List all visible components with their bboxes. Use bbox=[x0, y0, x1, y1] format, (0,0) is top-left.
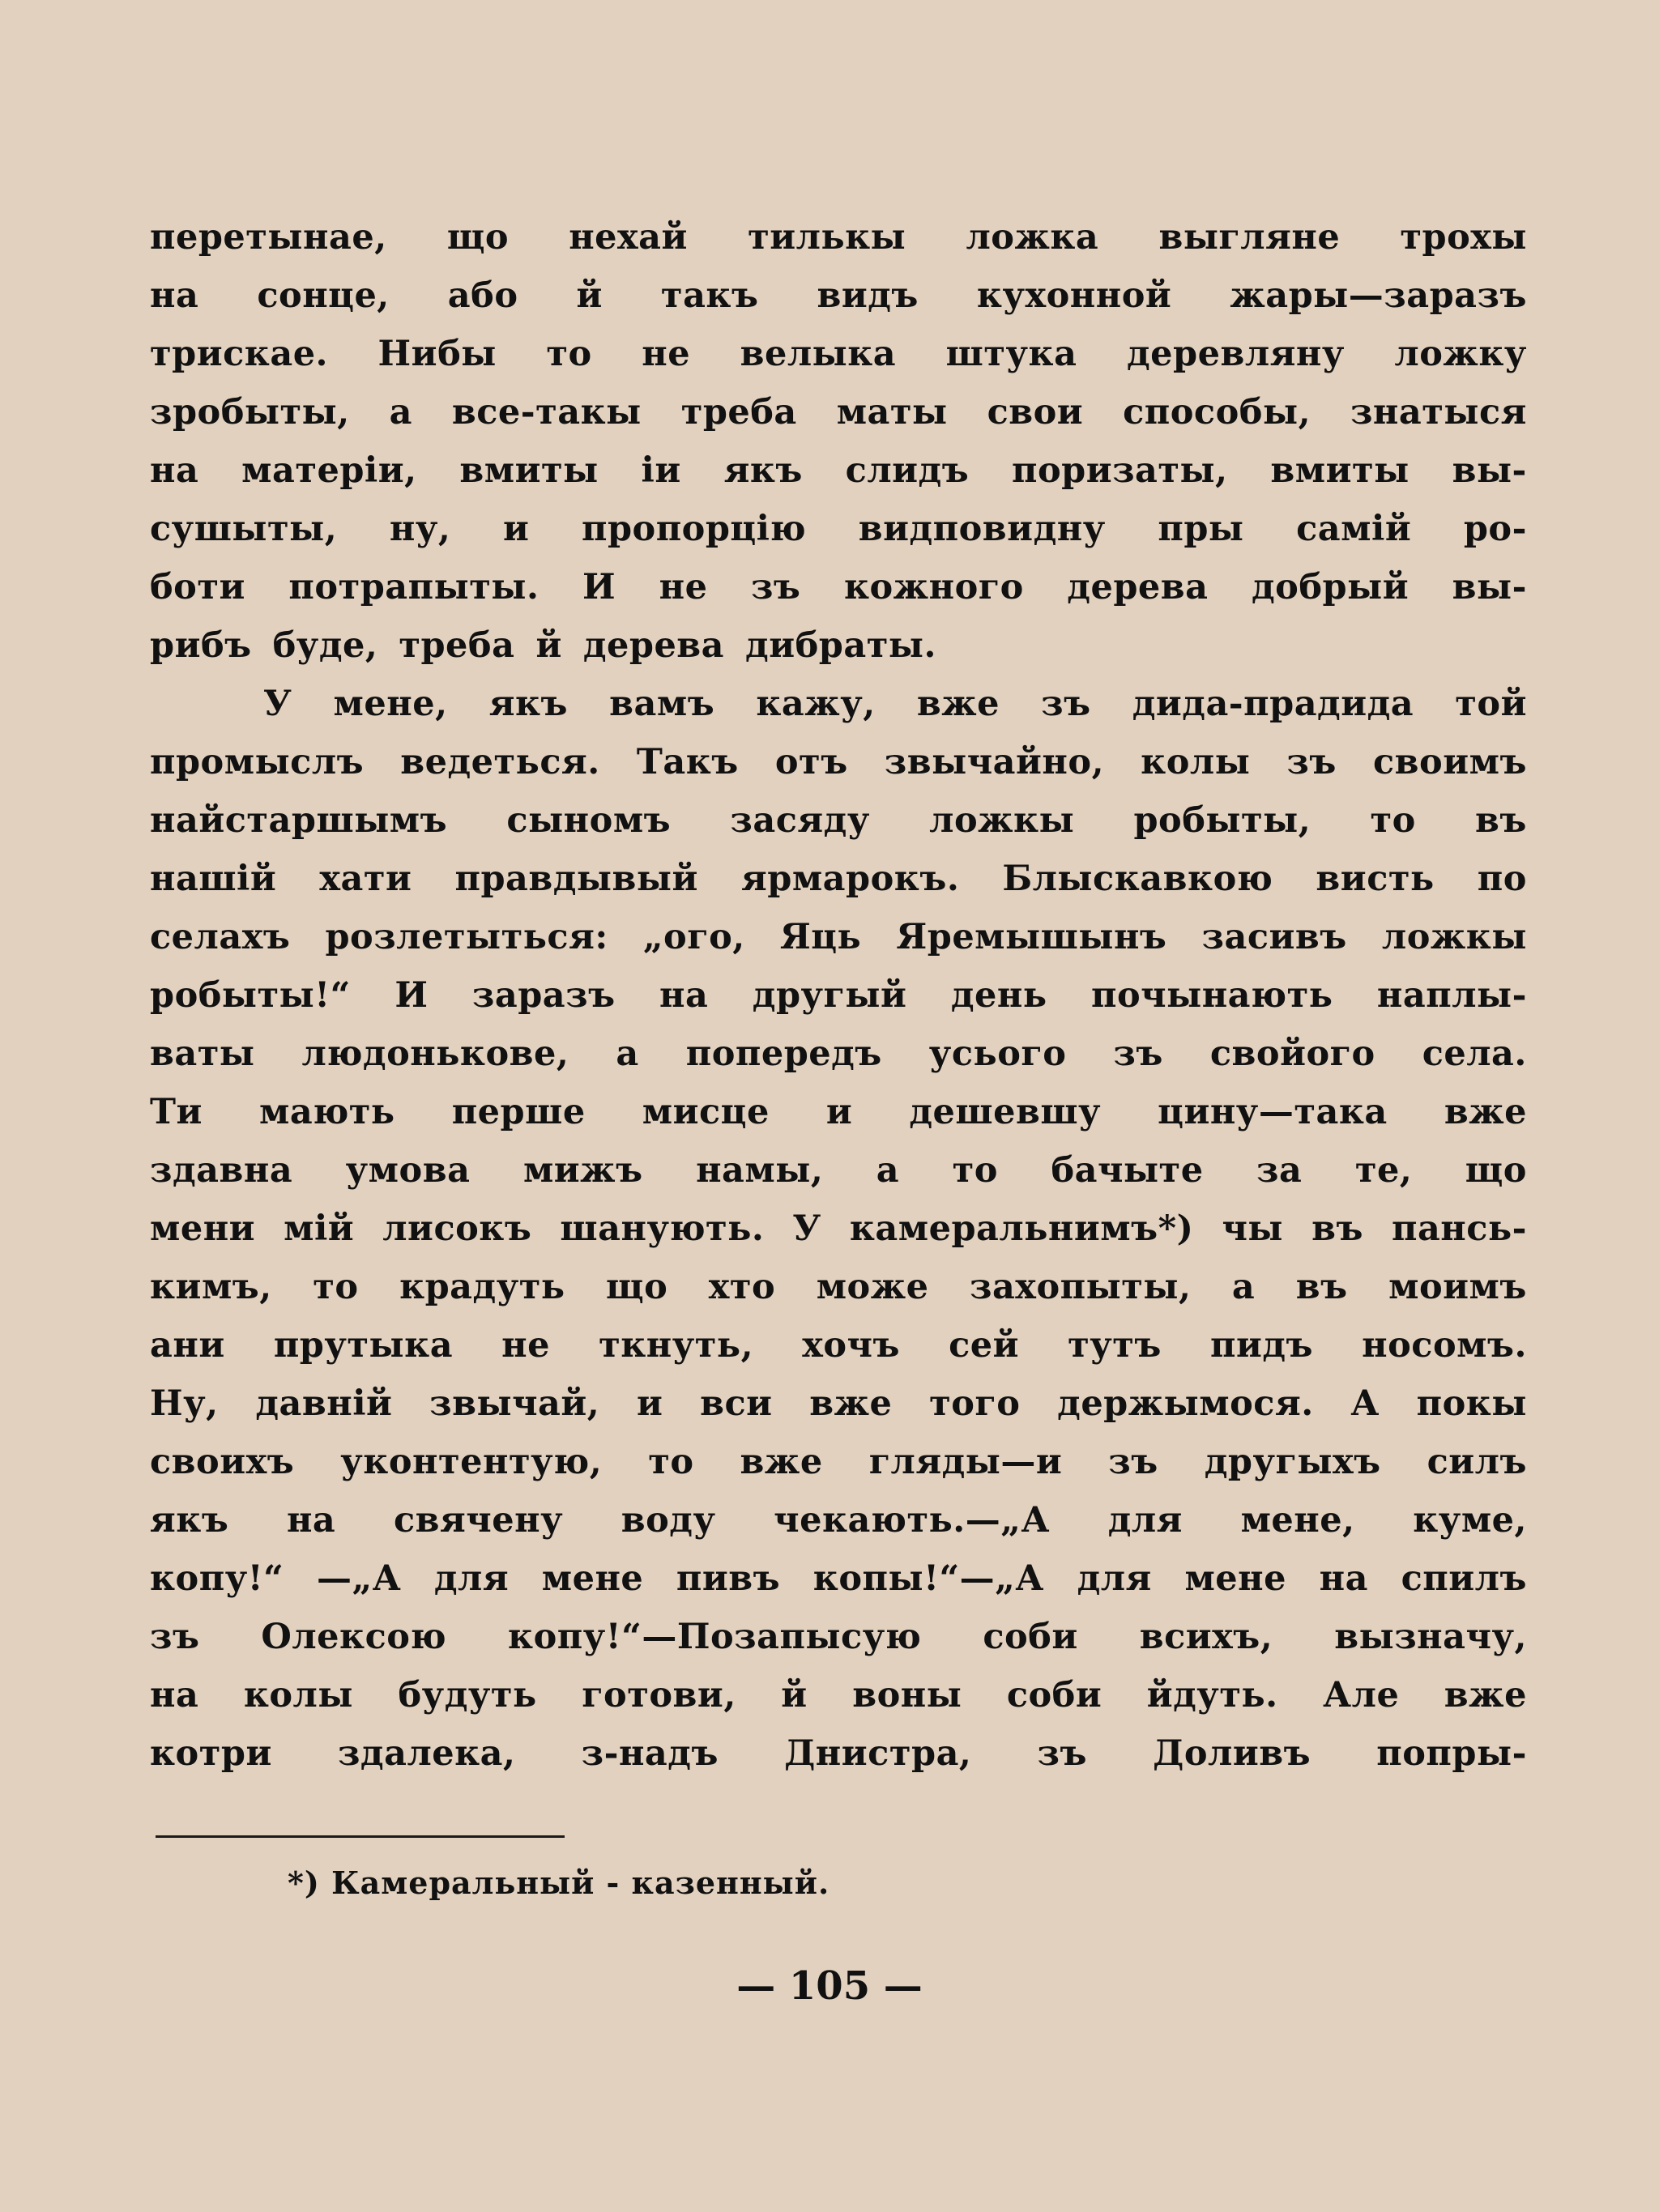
word: и bbox=[825, 1092, 853, 1132]
word: лисокъ bbox=[382, 1208, 532, 1249]
word: дешевшу bbox=[909, 1092, 1102, 1132]
word: своимъ bbox=[1372, 742, 1527, 782]
word: якъ bbox=[723, 450, 803, 491]
word: хочъ bbox=[802, 1325, 900, 1366]
word: мене bbox=[541, 1558, 644, 1599]
word: на bbox=[286, 1500, 336, 1541]
word: дерева bbox=[1067, 567, 1209, 607]
word: моимъ bbox=[1388, 1267, 1527, 1307]
word: нашiй bbox=[150, 859, 277, 899]
word: ложка bbox=[966, 217, 1099, 258]
word: воду bbox=[621, 1500, 716, 1541]
word: гляды—и bbox=[868, 1442, 1063, 1482]
word: для bbox=[1077, 1558, 1152, 1599]
word: свячену bbox=[393, 1500, 564, 1541]
word: Олексою bbox=[261, 1617, 447, 1657]
word: штука bbox=[945, 334, 1077, 374]
word: чы bbox=[1222, 1208, 1284, 1249]
word: —„А bbox=[316, 1558, 402, 1599]
word: нехай bbox=[569, 217, 688, 258]
word: день bbox=[950, 975, 1047, 1016]
word: то bbox=[546, 334, 592, 374]
word: а bbox=[876, 1150, 900, 1191]
page-number: — 105 — bbox=[736, 1963, 923, 2009]
word: Нибы bbox=[377, 334, 497, 374]
word: слидъ bbox=[845, 450, 970, 491]
word: выгляне bbox=[1158, 217, 1341, 258]
word: засивъ bbox=[1201, 917, 1347, 957]
word: не bbox=[659, 567, 708, 607]
word: ро- bbox=[1463, 509, 1527, 549]
word: усього bbox=[928, 1034, 1067, 1074]
word: на bbox=[150, 1675, 199, 1715]
word: цину—така bbox=[1158, 1092, 1388, 1132]
word: пропорцiю bbox=[581, 509, 807, 549]
word: соби bbox=[983, 1617, 1078, 1657]
word: не bbox=[642, 334, 691, 374]
word: дида-прадида bbox=[1132, 684, 1414, 724]
word: Ну, bbox=[150, 1383, 219, 1424]
word: правдывый bbox=[454, 859, 698, 899]
word: пансь- bbox=[1391, 1208, 1527, 1249]
word: то bbox=[648, 1442, 694, 1482]
word: сей bbox=[949, 1325, 1019, 1366]
word: з-надъ bbox=[581, 1733, 719, 1774]
word: самiй bbox=[1296, 509, 1412, 549]
word: поризаты, bbox=[1011, 450, 1228, 491]
word: покы bbox=[1416, 1383, 1527, 1424]
word: жары—заразъ bbox=[1230, 275, 1527, 316]
word: попередъ bbox=[685, 1034, 882, 1074]
word: сушыты, bbox=[150, 509, 338, 549]
word: прутыка bbox=[273, 1325, 454, 1366]
word: носомъ. bbox=[1362, 1325, 1527, 1366]
word: такъ bbox=[660, 275, 759, 316]
word: а bbox=[616, 1034, 639, 1074]
word: другый bbox=[752, 975, 907, 1016]
word: боти bbox=[150, 567, 245, 607]
word: дибраты. bbox=[745, 625, 936, 666]
word: зъ bbox=[1286, 742, 1337, 782]
word: вамъ bbox=[609, 684, 715, 724]
word: Доливъ bbox=[1153, 1733, 1311, 1774]
word: зъ bbox=[1108, 1442, 1158, 1482]
word: за bbox=[1256, 1150, 1303, 1191]
text-line bbox=[150, 859, 1527, 917]
word: отъ bbox=[774, 742, 848, 782]
word: своихъ bbox=[150, 1442, 295, 1482]
word: А bbox=[1350, 1383, 1380, 1424]
word: способы, bbox=[1123, 392, 1311, 433]
word: ведеться. bbox=[400, 742, 600, 782]
word: силъ bbox=[1427, 1442, 1527, 1482]
word: И bbox=[582, 567, 616, 607]
word: Такъ bbox=[636, 742, 739, 782]
word: на bbox=[150, 450, 199, 491]
word: другыхъ bbox=[1204, 1442, 1381, 1482]
word: У bbox=[263, 684, 292, 724]
word: видповидну bbox=[858, 509, 1106, 549]
word: на bbox=[1319, 1558, 1368, 1599]
word: для bbox=[433, 1558, 510, 1599]
word: хто bbox=[708, 1267, 776, 1307]
word: мене, bbox=[333, 684, 448, 724]
text-line bbox=[150, 1675, 1527, 1733]
word: въ bbox=[1475, 800, 1527, 841]
word: людонькове, bbox=[301, 1034, 569, 1074]
text-line bbox=[150, 1092, 1527, 1150]
body-text bbox=[150, 217, 1527, 1792]
word: те, bbox=[1354, 1150, 1413, 1191]
word: наплы- bbox=[1376, 975, 1527, 1016]
word: ваты bbox=[150, 1034, 255, 1074]
word: захопыты, bbox=[970, 1267, 1192, 1307]
word: копы!“—„А bbox=[812, 1558, 1044, 1599]
footnote: *) Камеральный - казенный. bbox=[288, 1865, 830, 1901]
word: ани bbox=[150, 1325, 225, 1366]
word: вы- bbox=[1452, 567, 1527, 607]
word: а bbox=[389, 392, 412, 433]
word: здалека, bbox=[337, 1733, 516, 1774]
word: дерева bbox=[582, 625, 725, 666]
text-line bbox=[150, 684, 1527, 742]
word: заразъ bbox=[471, 975, 616, 1016]
text-line bbox=[150, 1617, 1527, 1675]
word: пидъ bbox=[1210, 1325, 1314, 1366]
word: куме, bbox=[1413, 1500, 1527, 1541]
word: и bbox=[636, 1383, 663, 1424]
word: вже bbox=[1444, 1675, 1527, 1715]
word: ложкы bbox=[1381, 917, 1527, 957]
word: iи bbox=[641, 450, 681, 491]
text-line bbox=[150, 392, 1527, 450]
word: розлетыться: bbox=[325, 917, 608, 957]
word: зъ bbox=[150, 1617, 200, 1657]
word: то bbox=[313, 1267, 359, 1307]
word: вже bbox=[916, 684, 1000, 724]
word: й bbox=[576, 275, 603, 316]
text-line bbox=[150, 917, 1527, 975]
text-line bbox=[150, 1558, 1527, 1617]
word: намы, bbox=[696, 1150, 824, 1191]
word: велыка bbox=[740, 334, 897, 374]
word: а bbox=[1231, 1267, 1256, 1307]
word: рибъ bbox=[150, 625, 252, 666]
word: селахъ bbox=[150, 917, 291, 957]
text-line bbox=[150, 1034, 1527, 1092]
word: промыслъ bbox=[150, 742, 365, 782]
word: Але bbox=[1323, 1675, 1400, 1715]
text-line bbox=[150, 1267, 1527, 1325]
word: звычай, bbox=[429, 1383, 600, 1424]
word: або bbox=[447, 275, 518, 316]
word: робыты, bbox=[1133, 800, 1311, 841]
word: звычайно, bbox=[884, 742, 1105, 782]
word: вызначу, bbox=[1334, 1617, 1527, 1657]
word: тутъ bbox=[1068, 1325, 1162, 1366]
word: мене bbox=[1184, 1558, 1286, 1599]
word: мене, bbox=[1240, 1500, 1355, 1541]
word: ложку bbox=[1394, 334, 1527, 374]
word: вы- bbox=[1452, 450, 1527, 491]
word: давнiй bbox=[255, 1383, 393, 1424]
word: почынають bbox=[1090, 975, 1333, 1016]
word: кимъ, bbox=[150, 1267, 272, 1307]
word: треба bbox=[680, 392, 797, 433]
word: въ bbox=[1311, 1208, 1363, 1249]
word: зъ bbox=[1037, 1733, 1087, 1774]
footnote-divider bbox=[156, 1835, 565, 1838]
word: зробыты, bbox=[150, 392, 350, 433]
word: крадуть bbox=[399, 1267, 565, 1307]
word: перетынаe, bbox=[150, 217, 387, 258]
word: вмиты bbox=[459, 450, 599, 491]
word: мижъ bbox=[522, 1150, 643, 1191]
word: кухонной bbox=[976, 275, 1172, 316]
word: треба bbox=[399, 625, 515, 666]
word: мають bbox=[258, 1092, 395, 1132]
word: не bbox=[501, 1325, 550, 1366]
word: мисце bbox=[642, 1092, 770, 1132]
word: тилькы bbox=[748, 217, 906, 258]
word: Днистра, bbox=[784, 1733, 972, 1774]
word: видъ bbox=[817, 275, 919, 316]
text-line bbox=[150, 509, 1527, 567]
word: У bbox=[792, 1208, 821, 1249]
word: камеральнимъ*) bbox=[849, 1208, 1194, 1249]
word: пры bbox=[1158, 509, 1244, 549]
word: може bbox=[816, 1267, 929, 1307]
word: буде, bbox=[272, 625, 378, 666]
text-line bbox=[150, 625, 1527, 684]
word: що bbox=[606, 1267, 668, 1307]
word: вже bbox=[740, 1442, 823, 1482]
word: на bbox=[659, 975, 709, 1016]
word: вже bbox=[1444, 1092, 1527, 1132]
word: будуть bbox=[398, 1675, 537, 1715]
word: ярмарокъ. bbox=[740, 859, 960, 899]
word: то bbox=[1370, 800, 1416, 841]
word: для bbox=[1107, 1500, 1183, 1541]
word: якъ bbox=[488, 684, 569, 724]
word: зъ bbox=[1041, 684, 1091, 724]
word: мiй bbox=[284, 1208, 355, 1249]
text-line bbox=[150, 275, 1527, 334]
word: й bbox=[781, 1675, 808, 1715]
word: котри bbox=[150, 1733, 272, 1774]
text-line bbox=[150, 975, 1527, 1034]
word: маты bbox=[836, 392, 948, 433]
text-line bbox=[150, 742, 1527, 800]
word: бачыте bbox=[1051, 1150, 1204, 1191]
word: Блыскавкою bbox=[1002, 859, 1273, 899]
word: сыномъ bbox=[506, 800, 672, 841]
word: колы bbox=[243, 1675, 353, 1715]
text-line bbox=[150, 800, 1527, 859]
word: сонце, bbox=[257, 275, 390, 316]
text-line bbox=[150, 1325, 1527, 1383]
word: висть bbox=[1316, 859, 1435, 899]
word: всихъ, bbox=[1139, 1617, 1273, 1657]
word: того bbox=[929, 1383, 1021, 1424]
word: вси bbox=[700, 1383, 773, 1424]
text-line bbox=[150, 1500, 1527, 1558]
word: ну, bbox=[389, 509, 451, 549]
word: въ bbox=[1295, 1267, 1348, 1307]
word: йдуть. bbox=[1146, 1675, 1278, 1715]
word: знатыся bbox=[1350, 392, 1527, 433]
word: здавна bbox=[150, 1150, 293, 1191]
word: найстаршымъ bbox=[150, 800, 448, 841]
word: що bbox=[446, 217, 510, 258]
word: що bbox=[1465, 1150, 1527, 1191]
word: деревляну bbox=[1127, 334, 1345, 374]
word: засяду bbox=[730, 800, 870, 841]
text-line bbox=[150, 1150, 1527, 1208]
word: Яремышынъ bbox=[896, 917, 1167, 957]
word: держымося. bbox=[1057, 1383, 1314, 1424]
word: вже bbox=[809, 1383, 893, 1424]
word: той bbox=[1455, 684, 1527, 724]
word: и bbox=[502, 509, 530, 549]
word: все-такы bbox=[451, 392, 642, 433]
word: хати bbox=[319, 859, 412, 899]
word: на bbox=[150, 275, 199, 316]
word: трохы bbox=[1400, 217, 1527, 258]
word: копу!“—Позапысую bbox=[508, 1617, 922, 1657]
word: соби bbox=[1006, 1675, 1102, 1715]
text-line bbox=[150, 217, 1527, 275]
word: то bbox=[952, 1150, 998, 1191]
text-line bbox=[150, 334, 1527, 392]
word: свои bbox=[987, 392, 1084, 433]
word: попры- bbox=[1376, 1733, 1527, 1774]
word: по bbox=[1477, 859, 1527, 899]
word: колы bbox=[1141, 742, 1251, 782]
word: свойого bbox=[1209, 1034, 1375, 1074]
text-line bbox=[150, 1383, 1527, 1442]
word: копу!“ bbox=[150, 1558, 284, 1599]
word: кожного bbox=[843, 567, 1024, 607]
word: й bbox=[535, 625, 562, 666]
text-line bbox=[150, 450, 1527, 509]
word: вмиты bbox=[1270, 450, 1410, 491]
text-line bbox=[150, 1208, 1527, 1267]
word: села. bbox=[1422, 1034, 1527, 1074]
word: робыты!“ bbox=[150, 975, 351, 1016]
word: Яць bbox=[779, 917, 862, 957]
word: воны bbox=[852, 1675, 962, 1715]
word: чекають.—„А bbox=[774, 1500, 1051, 1541]
word: зъ bbox=[750, 567, 801, 607]
word: Ти bbox=[150, 1092, 203, 1132]
word: готови, bbox=[582, 1675, 736, 1715]
word: якъ bbox=[150, 1500, 229, 1541]
word: кажу, bbox=[756, 684, 876, 724]
word: потрапыты. bbox=[288, 567, 539, 607]
word: ткнуть, bbox=[599, 1325, 754, 1366]
word: трискае. bbox=[150, 334, 329, 374]
word: спилъ bbox=[1401, 1558, 1527, 1599]
word: зъ bbox=[1113, 1034, 1163, 1074]
word: перше bbox=[451, 1092, 586, 1132]
word: умова bbox=[345, 1150, 471, 1191]
text-line bbox=[150, 1733, 1527, 1792]
word: шанують. bbox=[560, 1208, 765, 1249]
word: И bbox=[394, 975, 429, 1016]
text-line bbox=[150, 1442, 1527, 1500]
word: матерiи, bbox=[241, 450, 417, 491]
text-line bbox=[150, 567, 1527, 625]
word: мени bbox=[150, 1208, 256, 1249]
word: „ого, bbox=[642, 917, 745, 957]
word: добрый bbox=[1252, 567, 1410, 607]
word: ложкы bbox=[929, 800, 1075, 841]
word: пивъ bbox=[676, 1558, 781, 1599]
word: уконтентую, bbox=[340, 1442, 603, 1482]
